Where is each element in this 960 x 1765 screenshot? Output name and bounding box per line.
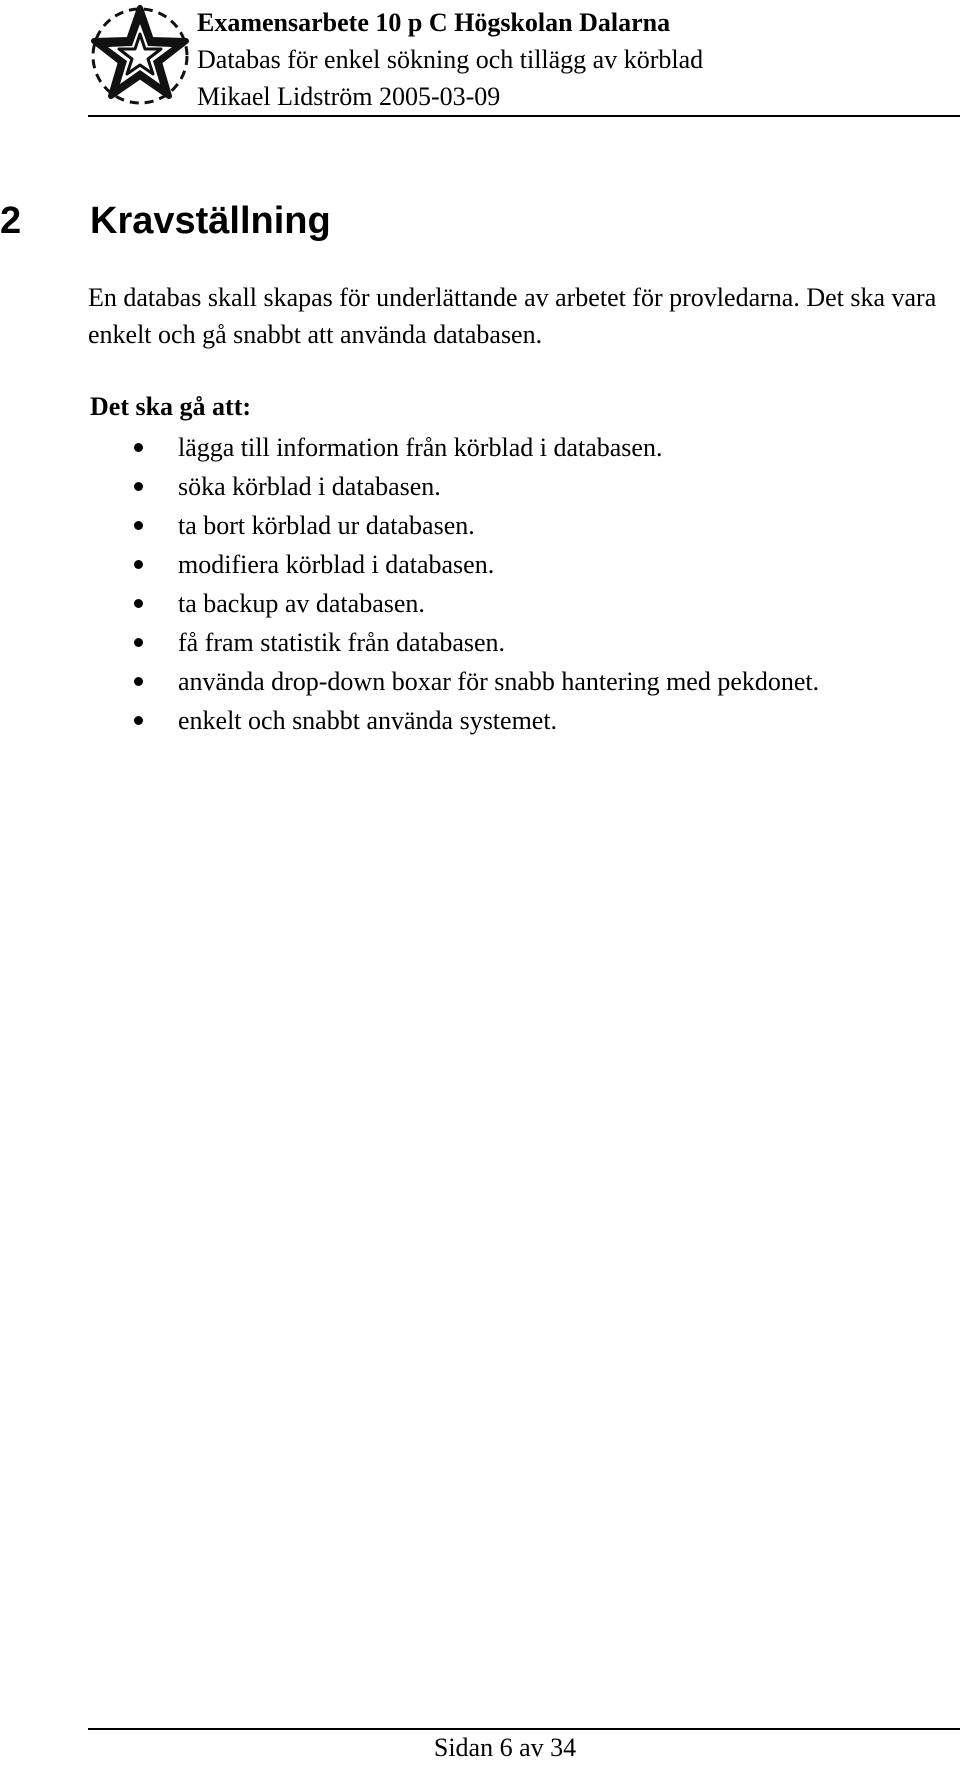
- section-heading: [0, 198, 331, 244]
- list-item-text: söka körblad i databasen.: [178, 472, 441, 501]
- list-item-text: få fram statistik från databasen.: [178, 628, 506, 657]
- list-item: [90, 701, 819, 740]
- list-item: [90, 428, 819, 467]
- header-author-date: Mikael Lidström 2005-03-09: [197, 82, 501, 111]
- bullet-icon: [134, 560, 143, 569]
- requirements-subheading: Det ska gå att:: [90, 392, 252, 421]
- header-divider: [88, 115, 960, 117]
- list-item-text: lägga till information från körblad i databasen.: [178, 433, 663, 462]
- section-number: 2: [0, 200, 22, 242]
- bullet-icon: [134, 716, 143, 725]
- bullet-icon: [134, 677, 143, 686]
- list-item: [90, 662, 819, 701]
- page-header: [0, 0, 960, 120]
- requirements-list: [90, 428, 819, 740]
- list-item: [90, 545, 819, 584]
- list-item-text: ta bort körblad ur databasen.: [178, 511, 475, 540]
- section-title: Kravställning: [90, 200, 331, 242]
- bullet-icon: [134, 521, 143, 530]
- footer-divider: [88, 1728, 960, 1730]
- list-item-text: använda drop-down boxar för snabb hantering med pekdonet.: [178, 667, 820, 696]
- header-title: Examensarbete 10 p C Högskolan Dalarna: [197, 8, 671, 37]
- list-item: [90, 506, 819, 545]
- list-item: [90, 584, 819, 623]
- bullet-icon: [134, 599, 143, 608]
- header-subtitle: Databas för enkel sökning och tillägg av körblad: [197, 45, 704, 74]
- intro-paragraph: En databas skall skapas för underlättande av arbetet för provledarna. Det ska vara enkelt och gå snabbt att använda databasen.: [88, 283, 937, 349]
- bullet-icon: [134, 638, 143, 647]
- list-item: [90, 623, 819, 662]
- list-item-text: enkelt och snabbt använda systemet.: [178, 706, 558, 735]
- page-number: Sidan 6 av 34: [433, 1733, 577, 1762]
- star-emblem-icon: [88, 4, 192, 108]
- bullet-icon: [134, 482, 143, 491]
- list-item-text: modifiera körblad i databasen.: [178, 550, 495, 579]
- header-text-block: [197, 4, 703, 115]
- list-item-text: ta backup av databasen.: [178, 589, 425, 618]
- list-item: [90, 467, 819, 506]
- bullet-icon: [134, 443, 143, 452]
